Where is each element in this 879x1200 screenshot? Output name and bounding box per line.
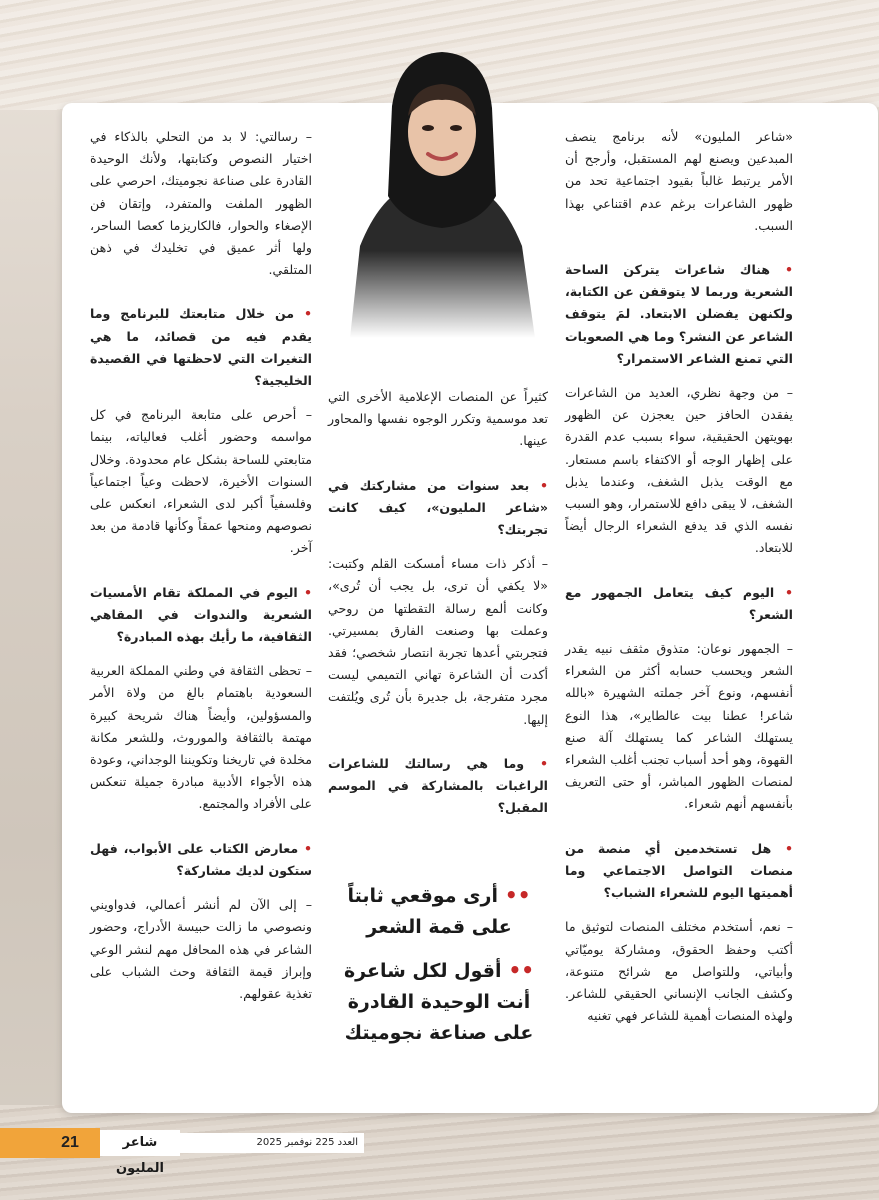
answer: – تحظى الثقافة في وطني المملكة العربية السعودية باهتمام بالغ من ولاة الأمر والمسؤولين، وأيضاً هناك شريحة كبيرة مهتمة بالثقافة والموروث، وللشعر مكانة مخلدة في تاريخنا وتكويننا الوجداني، وعودة هذه الأجواء الأدبية مبادرة جميلة تنعكس على الأفراد والمجتمع. [90,663,312,812]
pull-quote-2: •• أقول لكل شاعرة أنت الوحيدة القادرة على صناعة نجوميتك [343,958,535,1044]
question: • هناك شاعرات يتركن الساحة الشعرية وربما لا يتوقفن عن الكتابة، ولكنهن يفضلن الابتعاد. لمَ يتوقف الشاعر عن النشر؟ وما هي الصعوبات التي تمنع الشاعر الاستمرار؟ [565,262,794,366]
quote-mark-icon: •• [501,958,535,982]
magazine-name: شاعر المليون [100,1130,180,1156]
bullet-icon: • [774,584,794,600]
paragraph: – رسالتي: لا بد من التحلي بالذكاء في اختيار النصوص وكتابتها، ولأنك الوحيدة القادرة على صناعة نجوميتك، احرصي على الظهور الملفت والمتفرد، وإتقان فن الإصغاء والحوار، فالكاريزما كعصا الساحر، ولها أثر عميق في تخليدك في ذهن المتلقي. [90,129,312,278]
bullet-icon: • [770,262,794,278]
answer: – الجمهور نوعان: متذوق مثقف نبيه يقدر الشعر ويحسب حسابه أكثر من الشعراء أنفسهم، ونوع آخر جملته الشهيرة «بالله شاعر! عطنا بيت عالطاير»، هذا النوع يستهلك الشاعر كما يستهلك آلة صنع القهوة، وهو أحد أسباب تجنب أغلب الشعراء لمنصات الظهور المباشر، أو حتى التعريف بأنفسهم أنهم شعراء. [565,641,793,812]
answer: – نعم، أستخدم مختلف المنصات لتوثيق ما أكتب وحفظ الحقوق، ومشاركة يوميّاتي وأبياتي، وللتواصل مع شرائح متنوعة، وكشف الجانب الإنساني الحقيقي للشاعر. ولهذه المنصات أهمية للشاعر فهي تغنيه [565,919,793,1024]
bullet-icon: • [771,840,794,856]
portrait-photo [330,46,552,338]
left-column [90,126,312,1017]
question: • اليوم في المملكة تقام الأمسيات الشعرية والندوات في المقاهي الثقافية، ما رأيك بهذه المبادرة؟ [90,584,312,645]
paragraph: كثيراً عن المنصات الإعلامية الأخرى التي تعد موسمية وتكرر الوجوه نفسها والمحاور عينها. [328,389,548,449]
bullet-icon: • [298,840,312,856]
paragraph: «شاعر المليون» لأنه برنامج ينصف المبدعين ويصنع لهم المستقبل، وأرجح أن الأمر يرتبط غالباً بقيود اجتماعية تحد من ظهور الشاعرات برغم عدم اقتناعي بهذا السبب. [565,129,793,233]
quote-mark-icon: •• [497,883,531,907]
answer: – أحرص على متابعة البرنامج في كل مواسمه وحضور أغلب فعالياته، بينما متابعتي للساحة بشكل عام محدودة. وخلال السنوات الأخيرة، لاحظت وعياً اجتماعياً وفلسفياً أكبر لدى الشعراء، انعكس على نصوصهم ومنحها عمقاً وكأنها قادمة من بعد آخر. [90,407,312,556]
answer: – من وجهة نظري، العديد من الشاعرات يفقدن الحافز حين يعجزن عن الظهور بهويتهن الحقيقية، سواء بسبب عدم القدرة على إظهار الوجه أو الاكتفاء باسم مستعار. مع الوقت يذبل الشغف، وعندما يذبل الشغف، لا يبقى دافع للاستمرار، وهو السبب نفسه الذي قد يدفع الشعراء الرجال أيضاً للابتعاد. [565,385,793,556]
answer: – إلى الآن لم أنشر أعمالي، فدواويني ونصوصي ما زالت حبيسة الأدراج، وحضور الشاعر في هذه المحافل مهم لنشر الوعي وإبراز قيمة الثقافة وحث الشباب على تغذية عقولهم. [90,897,312,1001]
page-number: 21 [61,1134,79,1151]
bullet-icon: • [297,584,312,600]
pull-quote-1: •• أرى موقعي ثابتاً على قمة الشعر [347,883,531,938]
question: • وما هي رسالتك للشاعرات الراغبات بالمشاركة في الموسم المقبل؟ [328,755,549,816]
middle-column [328,386,548,831]
question: • من خلال متابعتك للبرنامج وما يقدم فيه من قصائد، ما هي التغيرات التي لاحظتها في القصيدة الخليجية؟ [90,306,312,389]
issue-label: العدد 225 نوفمبر 2025 [180,1133,364,1153]
question: • هل تستخدمين أي منصة من منصات التواصل الاجتماعي وما أهميتها اليوم للشعراء الشباب؟ [565,840,794,901]
right-column [565,126,793,1039]
bullet-icon: • [529,477,548,493]
question: • معارض الكتاب على الأبواب، فهل ستكون لديك مشاركة؟ [90,840,312,878]
bullet-icon: • [294,306,312,322]
bullet-icon: • [524,755,549,771]
page-number-tab [0,1128,100,1158]
question: • بعد سنوات من مشاركتك في «شاعر المليون»، كيف كانت تجربتك؟ [328,477,548,538]
answer: – أذكر ذات مساء أمسكت القلم وكتبت: «لا يكفي أن ترى، بل يجب أن تُرى»، وكانت ألمع رسالة التقطتها من روحي وعملت بها وصنعت الفارق بمسيرتي. فتجربتي أعدها تجربة انتصار شخصي؛ فقد أكدت أن الشاعرة تهاني التميمي ليست مجرد متفرجة، بل جديرة بأن تُرى ويُلتفت إليها. [328,556,548,727]
question: • اليوم كيف يتعامل الجمهور مع الشعر؟ [565,584,794,622]
